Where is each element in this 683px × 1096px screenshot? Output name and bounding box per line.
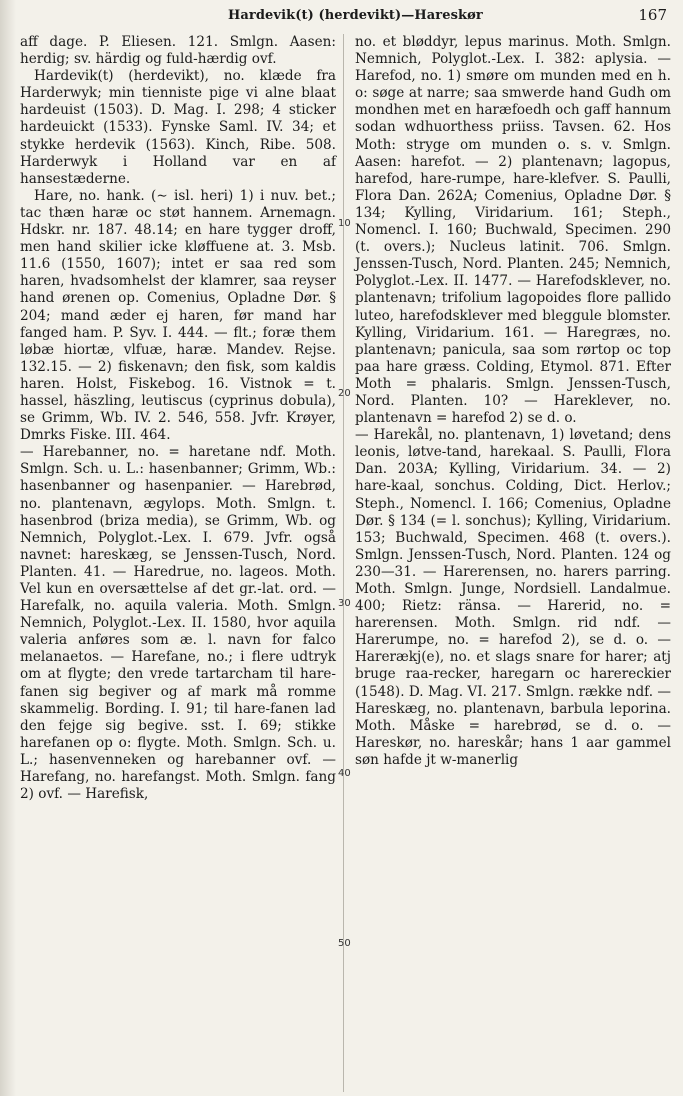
line-number-50: 50 — [338, 938, 351, 949]
entry-harekaal-group: — Harekål, no. plantenavn, 1) løvetand; dens leonis, løtve-tand, harekaal. S. Paulli, Flora Dan. 203A; Kylling, Viridarium. 34. — 2) hare-kaal, sonchus. Colding, Dict. Herlov.; Steph., Nomencl. I. 166; Comenius, Opladne Dør. § 134 (= l. sonchus); Kylling, Viridarium. 153; Buchwald, Specimen. 468 (t. overs.). Smlgn. Jenssen-Tusch, Nord. Planten. 124 og 230—31. — Harerensen, no. harers parring. Moth. Smlgn. Junge, Nordsiell. Landalmue. 400; Rietz: ränsa. — Harerid, no. = harerensen. Moth. Smlgn. rid ndf. — Harerumpe, no. = harefod 2), se d. o. — Harerækj(e), no. et slags snare for harer; atj bruge raa-recker, haregarn oc harereckier (1548). D. Mag. VI. 217. Smlgn. række ndf. — Hareskæg, no. plantenavn, barbula leporina. Moth. Måske = harebrød, se d. o. — Hareskør, no. hareskår; hans 1 aar gammel søn hafde jt w-manerlig — [355, 427, 671, 768]
line-number-20: 20 — [338, 388, 351, 399]
column-divider — [343, 34, 344, 1092]
entry-continuation: aff dage. P. Eliesen. 121. Smlgn. Aasen: herdig; sv. härdig og fuld-hærdig ovf. — [20, 34, 336, 68]
entry-harefisk-continuation: no. et bløddyr, lepus marinus. Moth. Smlgn. Nemnich, Polyglot.-Lex. I. 382: aplysia. — Harefod, no. 1) smøre om munden med en h. o: søge at narre; saa smwerde hand Gudh om mondhen met en haræfoedh och gaff hannum sodan wdhuorthess priiss. Tavsen. 62. Hos Moth: stryge om munden o. s. v. Smlgn. Aasen: harefot. — 2) plantenavn; lagopus, harefod, hare-rumpe, hare-klefver. S. Paulli, Flora Dan. 262A; Comenius, Opladne Dør. § 134; Kylling, Viridarium. 161; Steph., Nomencl. I. 160; Buchwald, Specimen. 290 (t. overs.); Nucleus latinit. 706. Smlgn. Jenssen-Tusch, Nord. Planten. 245; Nemnich, Polyglot.-Lex. II. 1477. — Harefodsklever, no. plantenavn; trifolium lagopoides flore pallido luteo, harefodsklever med bleggule blomster. Kylling, Viridarium. 161. — Haregræs, no. plantenavn; panicula, saa som rørtop oc top paa hare græss. Colding, Etymol. 871. Efter Moth = phalaris. Smlgn. Jenssen-Tusch, Nord. Planten. 10? — Hareklever, no. plantenavn = harefod 2) se d. o. — [355, 34, 671, 427]
running-header — [0, 6, 683, 28]
scan-edge-shadow — [0, 0, 16, 1096]
entry-harebanner-group: — Harebanner, no. = haretane ndf. Moth. Smlgn. Sch. u. L.: hasenbanner; Grimm, Wb.: hasenbanner og hasenpanier. — Harebrød, no. plantenavn, ægylops. Moth. Smlgn. t. hasenbrod (briza media), se Grimm, Wb. og Nemnich, Polyglot.-Lex. I. 679. Jvfr. også navnet: hareskæg, se Jenssen-Tusch, Nord. Planten. 41. — Haredrue, no. lageos. Moth. Vel kun en oversættelse af det gr.-lat. ord. — Harefalk, no. aquila valeria. Moth. Smlgn. Nemnich, Polyglot.-Lex. II. 1580, hvor aquila valeria anføres som æ. l. navn for falco melanaetos. — Harefane, no.; i flere udtryk om at flygte; den vrede tartarcham til hare-fanen sig begiver og af mark må romme skammelig. Bording. I. 91; til hare-fanen lad den fejge sig begive. sst. I. 69; stikke harefanen op o: flygte. Moth. Smlgn. Sch. u. L.; hasenvenneken og harebanner ovf. — Harefang, no. harefangst. Moth. Smlgn. fang 2) ovf. — Harefisk, — [20, 444, 336, 803]
line-number-10: 10 — [338, 218, 351, 229]
entry-hardevikt: Hardevik(t) (herdevikt), no. klæde fra Harderwyk; min tienniste pige vi alne blaat hardeuist (1503). D. Mag. I. 298; 4 sticker hardeuickt (1533). Fynske Saml. IV. 34; et stykke herdevik (1563). Kinch, Ribe. 508. Harderwyk i Holland var en af hansestæderne. — [20, 68, 336, 187]
right-column — [355, 34, 671, 1092]
line-number-30: 30 — [338, 598, 351, 609]
left-column — [20, 34, 336, 1092]
entry-hare: Hare, no. hank. (∼ isl. heri) 1) i nuv. bet.; tac thæn haræ oc støt hannem. Arnemagn. Hdskr. nr. 187. 48.14; en hare tygger droff, men hand skilier icke kløffuene at. 3. Msb. 11.6 (1550, 1607); intet er saa red som haren, hvadsomhelst der klamrer, saa reyser hand ørenen op. Comenius, Opladne Dør. § 204; mand æder ej haren, før mand har fanged ham. P. Syv. I. 444. — flt.; foræ them løbæ hiortæ, vlfuæ, haræ. Mandev. Rejse. 132.15. — 2) fiskenavn; den fisk, som kaldis haren. Holst, Fiskebog. 16. Vistnok = t. hassel, häszling, leutiscus (cyprinus dobula), se Grimm, Wb. IV. 2. 546, 558. Jvfr. Krøyer, Dmrks Fiske. III. 464. — [20, 187, 336, 444]
header-title: Hardevik(t) (herdevikt)—Hareskør — [228, 8, 483, 23]
page-number: 167 — [638, 6, 667, 24]
line-number-40: 40 — [338, 768, 351, 779]
